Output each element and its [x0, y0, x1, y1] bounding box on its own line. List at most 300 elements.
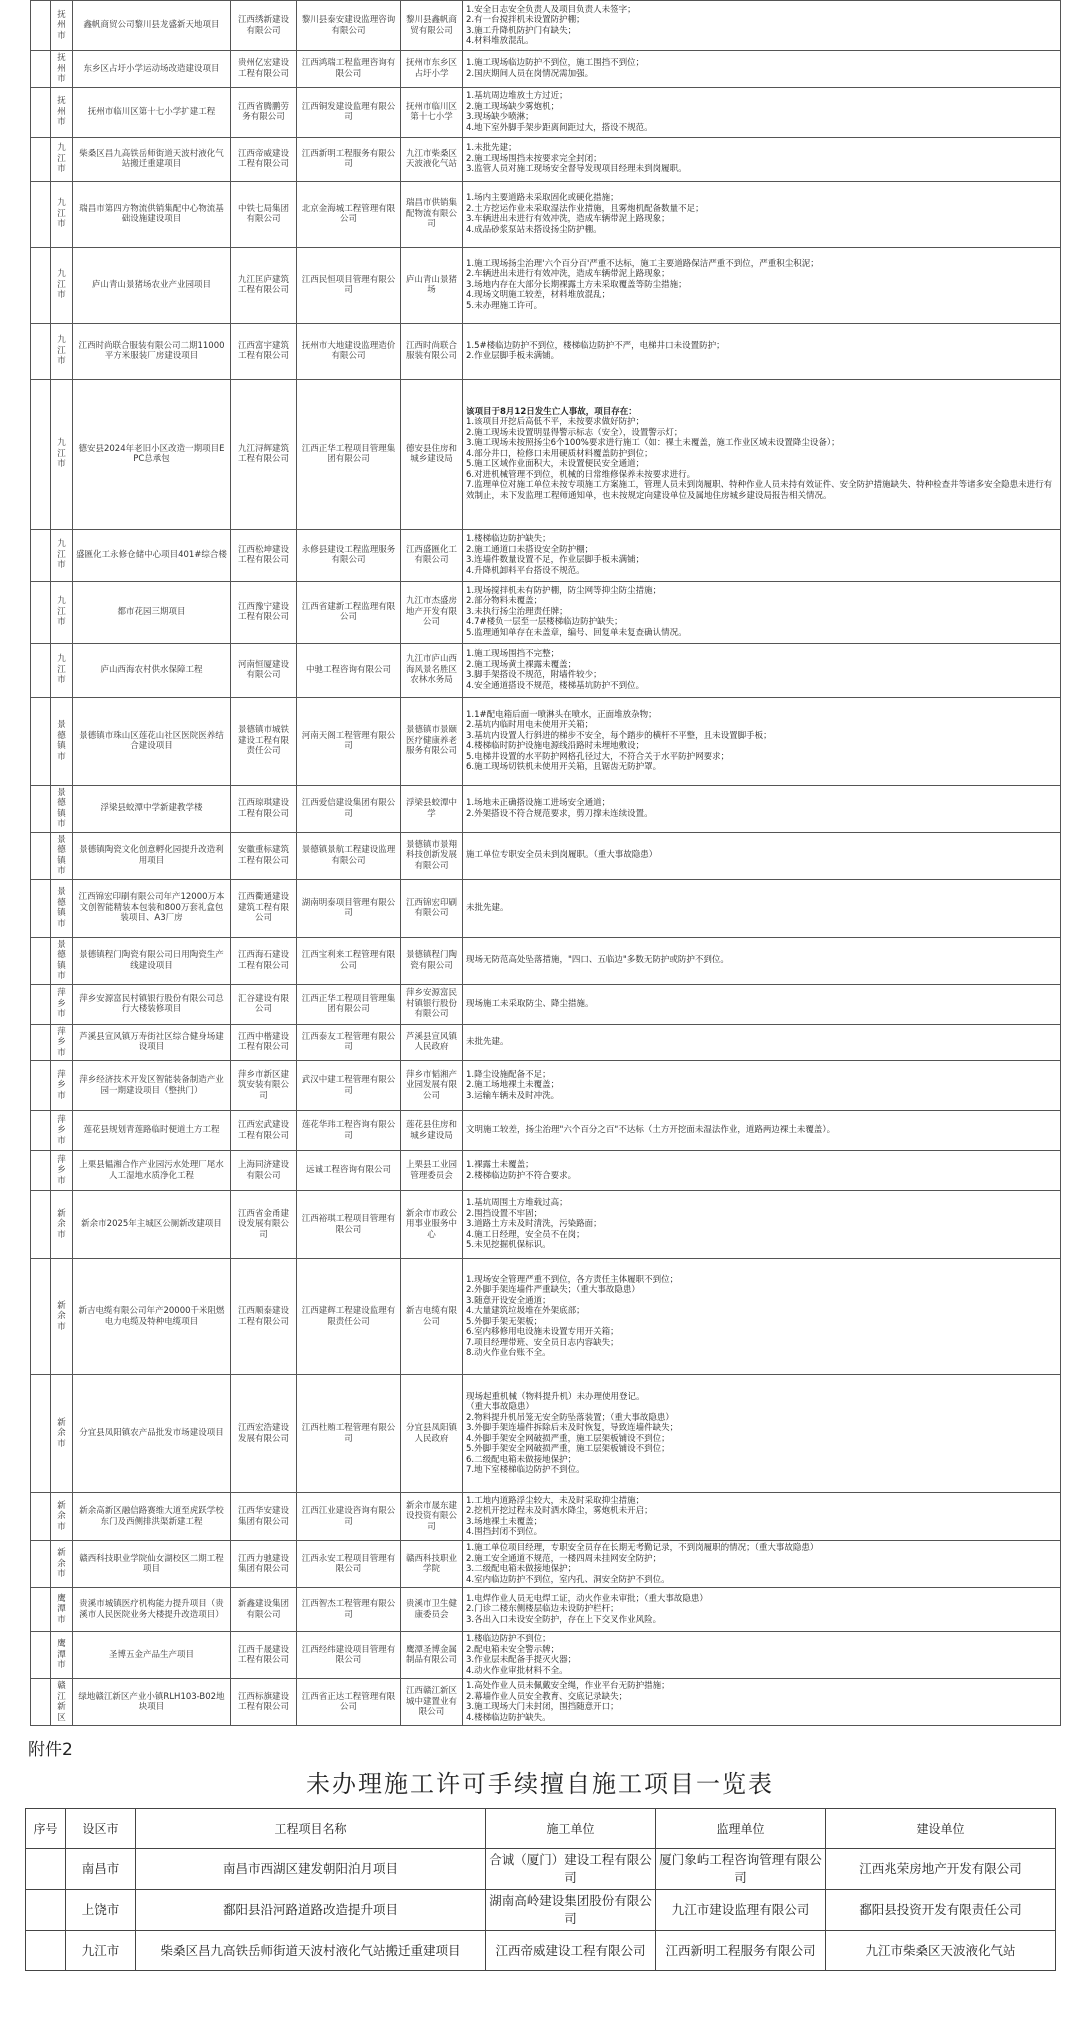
- issue-line: 3.基坑内设置人行斜进的梯步不安全，每个踏步的横杆不平整，且未设置脚手板；: [466, 730, 772, 741]
- construction-unit-cell: 江西顺泰建设工程有限公司: [231, 1259, 297, 1375]
- project-cell: 德安县2024年老旧小区改造一期项目EPC总承包: [73, 379, 231, 529]
- issue-line: 3.场地内存在大部分长期裸露土方未采取覆盖等防尘措施；: [466, 279, 687, 290]
- supervision-unit-cell: 江西智杰工程管理有限公司: [297, 1588, 401, 1632]
- project-cell: 芦溪县宣风镇万寿街社区综合健身场建设项目: [73, 1024, 231, 1061]
- city-cell: 新余市: [51, 1375, 73, 1493]
- header-no: 序号: [26, 1809, 66, 1849]
- issues-cell: [463, 529, 1061, 581]
- table-row: [31, 937, 1061, 984]
- owner-cell: 鄱阳县投资开发有限责任公司: [826, 1890, 1056, 1931]
- issue-line: 1.现场搅拌机未有防护棚，防尘网等抑尘防尘措施；: [466, 585, 662, 596]
- project-cell: 赣西科技职业学院仙女湖校区二期工程项目: [73, 1541, 231, 1588]
- issues-cell: [463, 1259, 1061, 1375]
- construction-unit-cell: 江西富宇建筑工程有限公司: [231, 323, 297, 379]
- row-marker-cell: [31, 1375, 51, 1493]
- table-row: [31, 1, 1061, 51]
- construction-unit-cell: 九江浔辉建筑工程有限公司: [231, 379, 297, 529]
- issues-cell: [463, 181, 1061, 247]
- table-row: [31, 323, 1061, 379]
- row-marker-cell: [31, 785, 51, 832]
- issue-line: 1.施工现场临边防护不到位，施工围挡不到位；: [466, 58, 645, 69]
- row-marker-cell: [31, 323, 51, 379]
- issue-line: 2.基坑内临时用电未使用开关箱；: [466, 720, 594, 730]
- issue-line: 5.未办理施工许可。: [466, 300, 543, 311]
- city-cell: 景德镇市: [51, 879, 73, 937]
- issue-line: 2.外架搭设不符合规范要求，剪刀撑未连续设置。: [466, 808, 653, 819]
- project-cell: 贵溪市城镇医疗机构能力提升项目（贵溪市人民医院业务大楼提升改造项目）: [73, 1588, 231, 1632]
- table-row: [26, 1849, 1056, 1890]
- construction-unit-cell: 安徽重标建筑工程有限公司: [231, 832, 297, 879]
- construction-unit-cell: 江西省金甬建设发展有限公司: [231, 1191, 297, 1259]
- issue-line: 3.车辆进出未进行有效冲洗，造成车辆带泥上路现象；: [466, 214, 670, 224]
- owner-cell: 江西兆荣房地产开发有限公司: [826, 1849, 1056, 1890]
- construction-unit-cell: 江西宏武建设工程有限公司: [231, 1111, 297, 1151]
- issues-cell: [463, 1375, 1061, 1493]
- owner-unit-cell: 景德镇市景翔科技创新发展有限公司: [401, 832, 463, 879]
- construction-unit-cell: 贵州亿宏建设工程有限公司: [231, 51, 297, 88]
- issue-line: 2.楼梯临边防护不符合要求。: [466, 1170, 577, 1181]
- construction-unit-cell: 中铁七局集团有限公司: [231, 181, 297, 247]
- city-cell: 新余市: [51, 1493, 73, 1541]
- city-cell: 萍乡市: [51, 1151, 73, 1191]
- construction-cell: 湖南高岭建设集团股份有限公司: [486, 1890, 656, 1931]
- issue-line: 2.施工通道口未搭设安全防护棚；: [466, 544, 594, 555]
- project-cell: 庐山青山景猪场农业产业园项目: [73, 247, 231, 323]
- city-cell: 九江市: [51, 181, 73, 247]
- issue-line: 现场起重机械（物料提升机）未办理使用登记。: [466, 1391, 645, 1402]
- supervision-unit-cell: 江西正华工程项目管理集团有限公司: [297, 984, 401, 1024]
- owner-unit-cell: 新吉电缆有限公司: [401, 1259, 463, 1375]
- table-row: [31, 1061, 1061, 1111]
- issue-line: 5.施工区域作业面积大，未设置便民安全通道；: [466, 459, 645, 470]
- table-row: [26, 1890, 1056, 1931]
- supervision-unit-cell: 莲花华玮工程咨询有限公司: [297, 1111, 401, 1151]
- owner-unit-cell: 九江市杰盛房地产开发有限公司: [401, 581, 463, 643]
- issue-line: 2.有一台搅拌机未设置防护棚；: [466, 15, 585, 25]
- issue-line: 6.室内移修用电设施未设置专用开关箱；: [466, 1327, 619, 1337]
- project-cell: 景德镇程门陶瓷有限公司日用陶瓷生产线建设项目: [73, 937, 231, 984]
- city-cell: 九江市: [51, 643, 73, 697]
- issue-line: 5.外脚手架安全网破损严重，施工层架板铺设不到位；: [466, 1444, 670, 1454]
- supervision-unit-cell: 江西省正达工程管理有限公司: [297, 1679, 401, 1726]
- supervision-unit-cell: 抚州市大地建设监理造价有限公司: [297, 323, 401, 379]
- issue-line: 3.外脚手架连墙件拆除后未及时恢复，导致连墙件缺失；: [466, 1423, 679, 1433]
- issue-line: 未批先建。: [466, 902, 509, 913]
- city-cell: 九江市: [51, 137, 73, 181]
- supervision-unit-cell: 江西民恒项目管理有限公司: [297, 247, 401, 323]
- project-cell: 瑞昌市第四方物流供销集配中心物流基础设施建设项目: [73, 181, 231, 247]
- construction-unit-cell: 江西绣新建设有限公司: [231, 1, 297, 51]
- issue-line: 1.高处作业人员未佩戴安全绳，作业平台无防护措施；: [466, 1681, 670, 1691]
- project-cell: 柴桑区昌九高铁岳师街道天波村液化气站搬迁重建项目: [136, 1931, 486, 1971]
- supervision-unit-cell: 永修县建设工程监理服务有限公司: [297, 529, 401, 581]
- table-row: [31, 1588, 1061, 1632]
- table-header-row: [26, 1809, 1056, 1849]
- city-cell: 景德镇市: [51, 785, 73, 832]
- issues-cell: [463, 785, 1061, 832]
- issues-cell: [463, 697, 1061, 785]
- owner-unit-cell: 景德镇程门陶瓷有限公司: [401, 937, 463, 984]
- row-marker-cell: [31, 137, 51, 181]
- table-row: [31, 87, 1061, 137]
- row-marker-cell: [31, 984, 51, 1024]
- issue-line: 4.材料堆放混乱。: [466, 36, 534, 46]
- construction-unit-cell: 江西松坤建设工程有限公司: [231, 529, 297, 581]
- issue-line: 2.门诊二楼东侧楼层临边未设防护栏杆；: [466, 1604, 619, 1615]
- city-cell: 九江市: [51, 379, 73, 529]
- row-marker-cell: [31, 247, 51, 323]
- owner-cell: 九江市柴桑区天波液化气站: [826, 1931, 1056, 1971]
- table-row: [31, 1541, 1061, 1588]
- owner-unit-cell: 上栗县工业园管理委员会: [401, 1151, 463, 1191]
- issue-line: 5.电梯井设置的水平防护网格孔径过大，不符合关于水平防护网要求；: [466, 751, 730, 762]
- issue-line: 3.现场缺少喷淋；: [466, 112, 534, 122]
- issue-line: 3.作业层未配备手提灭火器；: [466, 1655, 577, 1665]
- row-marker-cell: [31, 529, 51, 581]
- owner-unit-cell: 浮梁县蛟潭中学: [401, 785, 463, 832]
- supervision-unit-cell: 江西新明工程服务有限公司: [297, 137, 401, 181]
- construction-unit-cell: 江西华安建设集团有限公司: [231, 1493, 297, 1541]
- table-row: [31, 1151, 1061, 1191]
- city-cell: 九江市: [51, 529, 73, 581]
- issues-cell: [463, 984, 1061, 1024]
- project-cell: 新余高新区融信路赛维大道至虎跃学校东门及西侧排洪渠新建工程: [73, 1493, 231, 1541]
- city-cell: 新余市: [51, 1541, 73, 1588]
- city-cell: 新余市: [51, 1259, 73, 1375]
- issue-line: 1.楼临边防护不到位；: [466, 1634, 551, 1644]
- issue-line: 1.基坑周边堆放土方过近；: [466, 91, 568, 101]
- issue-line: 1.基坑周围土方堆载过高；: [466, 1198, 568, 1209]
- issue-line: 2.施工现场缺少雾炮机；: [466, 101, 560, 112]
- construction-unit-cell: 江西千晟建设工程有限公司: [231, 1632, 297, 1679]
- supervision-cell: 九江市建设监理有限公司: [656, 1890, 826, 1931]
- issue-line: 2.施工场地裸土未覆盖；: [466, 1080, 560, 1091]
- project-cell: 萍乡经济技术开发区智能装备制造产业园一期建设项目（整拱门）: [73, 1061, 231, 1111]
- issue-line: 3.二级配电箱未做接地保护；: [466, 1564, 577, 1574]
- issue-line: 文明施工较差，扬尘治理"六个百分之百"不达标（土方开挖面未湿法作业，道路两边裸土未覆盖）。: [466, 1125, 836, 1136]
- issue-line: 2.部分物料未覆盖；: [466, 596, 543, 607]
- issue-line: 4.现场文明施工较差，材料堆放混乱；: [466, 290, 611, 301]
- supervision-unit-cell: 江西永安工程项目管理有限公司: [297, 1541, 401, 1588]
- issue-line: 4.部分井口，检修口未用硬质材料覆盖防护到位；: [466, 448, 653, 459]
- issue-line: 4.7#楼负一层至一层楼梯临边防护缺失；: [466, 617, 623, 628]
- row-marker-cell: [31, 1493, 51, 1541]
- issue-line: 2.挖机开挖过程未及时洒水降尘，雾炮机未开启；: [466, 1506, 653, 1516]
- city-cell: 萍乡市: [51, 1024, 73, 1061]
- row-marker-cell: [31, 581, 51, 643]
- project-cell: 上栗县韫湘合作产业园污水处理厂尾水人工湿地水质净化工程: [73, 1151, 231, 1191]
- construction-unit-cell: 新鑫建设集团有限公司: [231, 1588, 297, 1632]
- table-row: [31, 1632, 1061, 1679]
- construction-unit-cell: 江西省腾鹏劳务有限公司: [231, 87, 297, 137]
- owner-unit-cell: 黎川县鑫帆商贸有限公司: [401, 1, 463, 51]
- unpermitted-table-body: [26, 1849, 1056, 1971]
- issue-line: 3.运输车辆未及时冲洗。: [466, 1090, 560, 1101]
- table-row: [31, 879, 1061, 937]
- supervision-unit-cell: 江西泰友工程管理有限公司: [297, 1024, 401, 1061]
- supervision-unit-cell: 江西铜发建设监理有限公司: [297, 87, 401, 137]
- city-cell: 抚州市: [51, 51, 73, 88]
- project-cell: 分宜县凤阳镇农产品批发市场建设项目: [73, 1375, 231, 1493]
- table-row: [31, 1259, 1061, 1375]
- row-marker-cell: [31, 643, 51, 697]
- issues-cell: [463, 1024, 1061, 1061]
- issue-line: 3.连墙件数量设置不足，作业层脚手板未满铺；: [466, 555, 645, 565]
- issues-cell: [463, 1, 1061, 51]
- owner-unit-cell: 景德镇市景颐医疗健康养老服务有限公司: [401, 697, 463, 785]
- issues-cell: [463, 832, 1061, 879]
- issue-line: 4.楼梯临边防护缺失。: [466, 1712, 551, 1723]
- city-cell: 萍乡市: [51, 1061, 73, 1111]
- issues-cell: [463, 51, 1061, 88]
- project-cell: 鑫帆商贸公司黎川县龙盛新天地项目: [73, 1, 231, 51]
- issue-line: 4.施工日经理，安全员不在岗；: [466, 1229, 585, 1240]
- owner-unit-cell: 抚州市东乡区占圩小学: [401, 51, 463, 88]
- construction-unit-cell: 江西标旗建设工程有限公司: [231, 1679, 297, 1726]
- row-marker-cell: [31, 1259, 51, 1375]
- issue-line: 4.室内临边防护不到位，室内孔、洞安全防护不到位。: [466, 1574, 670, 1585]
- issues-cell: [463, 87, 1061, 137]
- table-row: [31, 529, 1061, 581]
- supervision-cell: 厦门象屿工程咨询管理有限公司: [656, 1849, 826, 1890]
- issue-line: 6.施工现场切铁机未使用开关箱，且锯齿无防护罩。: [466, 762, 662, 772]
- city-cell: 赣江新区: [51, 1679, 73, 1726]
- header-construction: 施工单位: [486, 1809, 656, 1849]
- project-cell: 鄱阳县沿河路道路改造提升项目: [136, 1890, 486, 1931]
- no-cell: [26, 1849, 66, 1890]
- owner-unit-cell: 萍乡安源富民村镇银行股份有限公司: [401, 984, 463, 1024]
- project-cell: 江西时尚联合服装有限公司二期11000平方米服装厂房建设项目: [73, 323, 231, 379]
- issue-line: 8.动火作业台账不全。: [466, 1348, 551, 1358]
- row-marker-cell: [31, 51, 51, 88]
- issue-line: 4.地下室外脚手架步距离间距过大，搭设不规范。: [466, 122, 653, 133]
- supervision-unit-cell: 江西裕琪工程项目管理有限公司: [297, 1191, 401, 1259]
- supervision-unit-cell: 河南天阁工程管理有限公司: [297, 697, 401, 785]
- issue-line: 3.道路土方未及时清洗，污染路面；: [466, 1219, 602, 1230]
- project-cell: 萍乡安源富民村镇银行股份有限公司总行大楼装修项目: [73, 984, 231, 1024]
- supervision-cell: 江西新明工程服务有限公司: [656, 1931, 826, 1971]
- owner-unit-cell: 九江市柴桑区天波液化气站: [401, 137, 463, 181]
- issue-line: 5.外脚手架无架板；: [466, 1316, 543, 1327]
- issues-cell: [463, 937, 1061, 984]
- issues-cell: [463, 247, 1061, 323]
- project-cell: 浮梁县蛟潭中学新建教学楼: [73, 785, 231, 832]
- issues-cell: [463, 1493, 1061, 1541]
- city-cell: 新余市: [51, 1191, 73, 1259]
- issues-cell: [463, 137, 1061, 181]
- table-row: [31, 785, 1061, 832]
- construction-unit-cell: 河南恒厦建设有限公司: [231, 643, 297, 697]
- table-row: [31, 181, 1061, 247]
- issue-line: 4.动火作业审批材料不全。: [466, 1665, 568, 1676]
- issue-line: 4.安全通道搭设不规范，楼梯基坑防护不到位。: [466, 680, 645, 691]
- construction-unit-cell: 江西中楷建设工程有限公司: [231, 1024, 297, 1061]
- row-marker-cell: [31, 1061, 51, 1111]
- issue-line: 1.1#配电箱后面一喷淋头在喷水，正面堆放杂物；: [466, 709, 657, 720]
- owner-unit-cell: 莲花县住房和城乡建设局: [401, 1111, 463, 1151]
- issue-line: 3.监管人员对施工现场安全督导发现项目经理未到岗履职。: [466, 164, 687, 175]
- issue-line: 1.未批先建；: [466, 143, 517, 154]
- issue-line: 1.施工单位项目经理，专职安全员存在长期无考勤记录，不到岗履职的情况；（重大事故隐患）: [466, 1543, 819, 1553]
- attachment-label: 附件2: [28, 1740, 73, 1760]
- construction-unit-cell: 景德镇市城铁建设工程有限责任公司: [231, 697, 297, 785]
- city-cell: 九江市: [51, 247, 73, 323]
- issues-cell: [463, 1151, 1061, 1191]
- owner-unit-cell: 赣西科技职业学院: [401, 1541, 463, 1588]
- project-cell: 绿地赣江新区产业小镇RLH103-B02地块项目: [73, 1679, 231, 1726]
- city-cell: 鹰潭市: [51, 1588, 73, 1632]
- construction-unit-cell: 江西海石建设工程有限公司: [231, 937, 297, 984]
- table-row: [31, 1111, 1061, 1151]
- issues-cell: [463, 1191, 1061, 1259]
- construction-unit-cell: 江西豫宁建设工程有限公司: [231, 581, 297, 643]
- row-marker-cell: [31, 697, 51, 785]
- row-marker-cell: [31, 832, 51, 879]
- attachment-title: 未办理施工许可手续擅自施工项目一览表: [306, 1770, 774, 1798]
- issue-line: 4.外脚手架安全网破损严重，施工层架板铺设不到位；: [466, 1433, 670, 1444]
- issue-line: 7.项目经理带班、安全员日志内容缺失；: [466, 1337, 619, 1348]
- city-cell: 萍乡市: [51, 984, 73, 1024]
- project-cell: 新吉电缆有限公司年产20000千米阻燃电力电缆及特种电缆项目: [73, 1259, 231, 1375]
- issues-cell: [463, 1632, 1061, 1679]
- issue-line: 2.外脚手架连墙件严重缺失；（重大事故隐患）: [466, 1285, 640, 1295]
- issue-line: 2.施工安全通道不规范，一楼四周未挂网安全防护；: [466, 1553, 662, 1564]
- header-supervision: 监理单位: [656, 1809, 826, 1849]
- owner-unit-cell: 抚州市临川区第十七小学: [401, 87, 463, 137]
- owner-unit-cell: 鹰潭圣博金属制品有限公司: [401, 1632, 463, 1679]
- issue-line: 3.场地裸土未覆盖；: [466, 1516, 543, 1527]
- table-row: [31, 1375, 1061, 1493]
- construction-unit-cell: 江西宏浩建设发展有限公司: [231, 1375, 297, 1493]
- issues-cell: [463, 1588, 1061, 1632]
- project-cell: 都市花园三期项目: [73, 581, 231, 643]
- supervision-unit-cell: 北京金海城工程管理有限公司: [297, 181, 401, 247]
- issue-line: 5.未见挖掘机保标识。: [466, 1240, 551, 1251]
- issues-cell: [463, 879, 1061, 937]
- inspection-table: [30, 0, 1061, 1726]
- row-marker-cell: [31, 87, 51, 137]
- issue-line: 2.施工现场黄土裸露未覆盖；: [466, 659, 577, 670]
- supervision-unit-cell: 中驰工程咨询有限公司: [297, 643, 401, 697]
- row-marker-cell: [31, 1632, 51, 1679]
- supervision-unit-cell: 江西经纬建设项目管理有限公司: [297, 1632, 401, 1679]
- header-city: 设区市: [66, 1809, 136, 1849]
- project-cell: 南昌市西湖区建发朝阳泊月项目: [136, 1849, 486, 1890]
- issue-line: 3.随意开设安全通道；: [466, 1295, 551, 1306]
- issue-line: 1.该项目开挖后高低不平，未按要求做好防护；: [466, 417, 645, 428]
- table-row: [31, 581, 1061, 643]
- row-marker-cell: [31, 1679, 51, 1726]
- issue-line: 1.安全日志安全负责人及项目负责人未签字；: [466, 4, 636, 15]
- project-cell: 景德镇市珠山区莲花山社区医院医养结合建设项目: [73, 697, 231, 785]
- issues-cell: [463, 323, 1061, 379]
- row-marker-cell: [31, 1588, 51, 1632]
- supervision-unit-cell: 江西鸿瑞工程监理咨询有限公司: [297, 51, 401, 88]
- construction-unit-cell: 江西帝威建设工程有限公司: [231, 137, 297, 181]
- project-cell: 江西锦宏印刷有限公司年产12000万本文创智能精装本包装和800万套礼盒包装项目、A3厂房: [73, 879, 231, 937]
- issue-line: 1.施工现场扬尘治理'六个百分百'严重不达标，施工主要道路保洁严重不到位，严重积尘积泥；: [466, 258, 819, 269]
- row-marker-cell: [31, 1024, 51, 1061]
- issue-line: 2.幕墙作业人员安全教育、交底记录缺失；: [466, 1691, 628, 1702]
- row-marker-cell: [31, 1111, 51, 1151]
- no-cell: [26, 1890, 66, 1931]
- owner-unit-cell: 贵溪市卫生健康委员会: [401, 1588, 463, 1632]
- owner-unit-cell: 萍乡市韬湘产业园发展有限公司: [401, 1061, 463, 1111]
- issue-line: 1.工地内道路浮尘较大，未及时采取抑尘措施；: [466, 1495, 645, 1506]
- issue-line: 4.大量建筑垃圾堆在外架底部；: [466, 1306, 585, 1316]
- issue-line: 2.物料提升机吊笼无安全防坠落装置；（重大事故隐患）: [466, 1412, 674, 1423]
- table-row: [31, 1679, 1061, 1726]
- city-cell: 景德镇市: [51, 697, 73, 785]
- owner-unit-cell: 德安县住房和城乡建设局: [401, 379, 463, 529]
- project-cell: 圣博五金产品生产项目: [73, 1632, 231, 1679]
- row-marker-cell: [31, 181, 51, 247]
- no-cell: [26, 1931, 66, 1971]
- issue-line: 施工单位专职安全员未到岗履职。（重大事故隐患）: [466, 850, 658, 861]
- construction-unit-cell: 江西力驰建设集团有限公司: [231, 1541, 297, 1588]
- construction-unit-cell: 江西琼琪建设工程有限公司: [231, 785, 297, 832]
- city-cell: 景德镇市: [51, 937, 73, 984]
- issue-line: 7.监理单位对施工单位未按专项施工方案施工，管理人员未到岗履职、特种作业人员未持有效证件、安全防护措施缺失、特种检查井等诸多安全隐患未进行有效制止，未下发监理工程师通知单，也未按规定向建设单位及属地住房城乡建设局报告相关情况。: [466, 480, 1053, 501]
- issue-line: 1.场地未正确搭设施工进场安全通道；: [466, 798, 611, 808]
- owner-unit-cell: 江西时尚联合服装有限公司: [401, 323, 463, 379]
- construction-unit-cell: 九江匡庐建筑工程有限公司: [231, 247, 297, 323]
- construction-cell: 合诚（厦门）建设工程有限公司: [486, 1849, 656, 1890]
- issue-line: 2.施工现场围挡未按要求完全封闭；: [466, 153, 602, 164]
- issue-line: 该项目于8月12日发生亡人事故，项目存在：: [466, 406, 637, 417]
- table-row: [31, 643, 1061, 697]
- construction-unit-cell: 汇谷建设有限公司: [231, 984, 297, 1024]
- supervision-unit-cell: 江西杜贿工程管理有限公司: [297, 1375, 401, 1493]
- supervision-unit-cell: 景德镇景航工程建设监理有限公司: [297, 832, 401, 879]
- issue-line: 1.5#楼临边防护不到位，楼梯临边防护不严，电梯井口未设置防护；: [466, 340, 725, 351]
- issue-line: 4.楼梯临时防护设施电源线沿路时未埋地敷设；: [466, 741, 645, 751]
- project-cell: 盛匯化工永修仓储中心项目401#综合楼: [73, 529, 231, 581]
- construction-unit-cell: 江西衢通建设建筑工程有限公司: [231, 879, 297, 937]
- table-row: [31, 1191, 1061, 1259]
- issue-line: 2.土方挖运作业未采取湿法作业措施，且雾炮机配备数量不足；: [466, 203, 704, 214]
- construction-cell: 江西帝威建设工程有限公司: [486, 1931, 656, 1971]
- table-row: [31, 984, 1061, 1024]
- owner-unit-cell: 江西盛匯化工有限公司: [401, 529, 463, 581]
- issue-line: 4.升降机卸料平台搭设不规范。: [466, 565, 585, 576]
- supervision-unit-cell: 武汉中建工程管理有限公司: [297, 1061, 401, 1111]
- issue-line: 3.施工现场未按照扬尘6个100%要求进行施工（如：裸土未覆盖，施工作业区域未设置降尘设备）；: [466, 438, 840, 449]
- issue-line: 2.作业层脚手板未满铺。: [466, 351, 560, 361]
- table-row: [31, 697, 1061, 785]
- project-cell: 抚州市临川区第十七小学扩建工程: [73, 87, 231, 137]
- issue-line: 1.场内主要道路未采取固化或硬化措施；: [466, 193, 619, 203]
- issue-line: 3.未执行扬尘治理责任牌；: [466, 606, 568, 617]
- supervision-unit-cell: 江西宝利来工程管理有限公司: [297, 937, 401, 984]
- project-cell: 莲花县规划青莲路临时便道土方工程: [73, 1111, 231, 1151]
- issue-line: 1.现场安全管理严重不到位，各方责任主体履职不到位；: [466, 1274, 679, 1285]
- project-cell: 柴桑区昌九高铁岳师街道天波村液化气站搬迁重建项目: [73, 137, 231, 181]
- issue-line: 2.车辆进出未进行有效冲洗，造成车辆带泥上路现象；: [466, 269, 670, 280]
- table-row: [31, 1493, 1061, 1541]
- issue-line: 未批先建。: [466, 1037, 509, 1047]
- issue-line: 3.施工现场大门未封闭，围挡随意开口；: [466, 1702, 619, 1712]
- supervision-unit-cell: 江西省建新工程监理有限公司: [297, 581, 401, 643]
- issue-line: 1.降尘设施配备不足；: [466, 1069, 551, 1080]
- issue-line: 2.配电箱未安全警示牌；: [466, 1644, 560, 1655]
- header-project: 工程项目名称: [136, 1809, 486, 1849]
- owner-unit-cell: 江西锦宏印刷有限公司: [401, 879, 463, 937]
- issues-cell: [463, 1541, 1061, 1588]
- supervision-unit-cell: 湖南明泰项目管理有限公司: [297, 879, 401, 937]
- project-cell: 景德镇陶瓷文化创意孵化园提升改造利用项目: [73, 832, 231, 879]
- table-row: [26, 1931, 1056, 1971]
